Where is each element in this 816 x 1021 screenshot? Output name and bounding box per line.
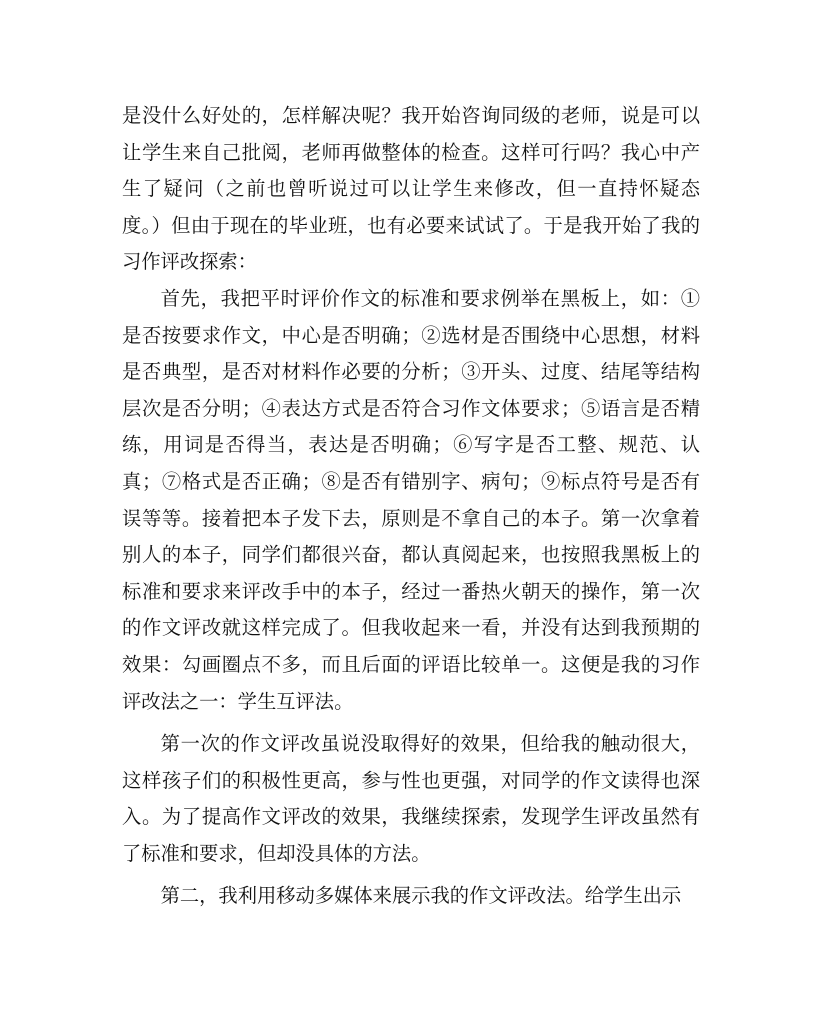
paragraph-second-method: 第二，我利用移动多媒体来展示我的作文评改法。给学生出示 bbox=[160, 884, 682, 908]
paragraph-continued: 是没什么好处的，怎样解决呢？我开始咨询同级的老师，说是可以让学生来自己批阅，老师再做整体的检查。这样可行吗？我心中产生了疑问（之前也曾听说过可以让学生来修改，但一直持怀疑态度。）但由于现在的毕业班，也有必要来试试了。于是我开始了我的习作评改探索： bbox=[122, 104, 700, 274]
paragraph-evaluation-standards: 首先，我把平时评价作文的标准和要求例举在黑板上，如：①是否按要求作文，中心是否明确；②选材是否围绕中心思想，材料是否典型，是否对材料作必要的分析；③开头、过度、结尾等结构层次是否分明；④表达方式是否符合习作文体要求；⑤语言是否精练，用词是否得当，表达是否明确；⑥写字是否工整、规范、认真；⑦格式是否正确；⑧是否有错别字、病句；⑨标点符号是否有误等等。接着把本子发下去，原则是不拿自己的本子。第一次拿着别人的本子，同学们都很兴奋，都认真阅起来，也按照我黑板上的标准和要求来评改手中的本子，经过一番热火朝天的操作，第一次的作文评改就这样完成了。但我收起来一看，并没有达到我预期的效果：勾画圈点不多，而且后面的评语比较单一。这便是我的习作评改法之一：学生互评法。 bbox=[122, 286, 700, 713]
paragraph-first-reflection: 第一次的作文评改虽说没取得好的效果，但给我的触动很大，这样孩子们的积极性更高，参与性也更强，对同学的作文读得也深入。为了提高作文评改的效果，我继续探索，发现学生评改虽然有了标准和要求，但却没具体的方法。 bbox=[122, 732, 700, 865]
document-body bbox=[122, 98, 700, 915]
